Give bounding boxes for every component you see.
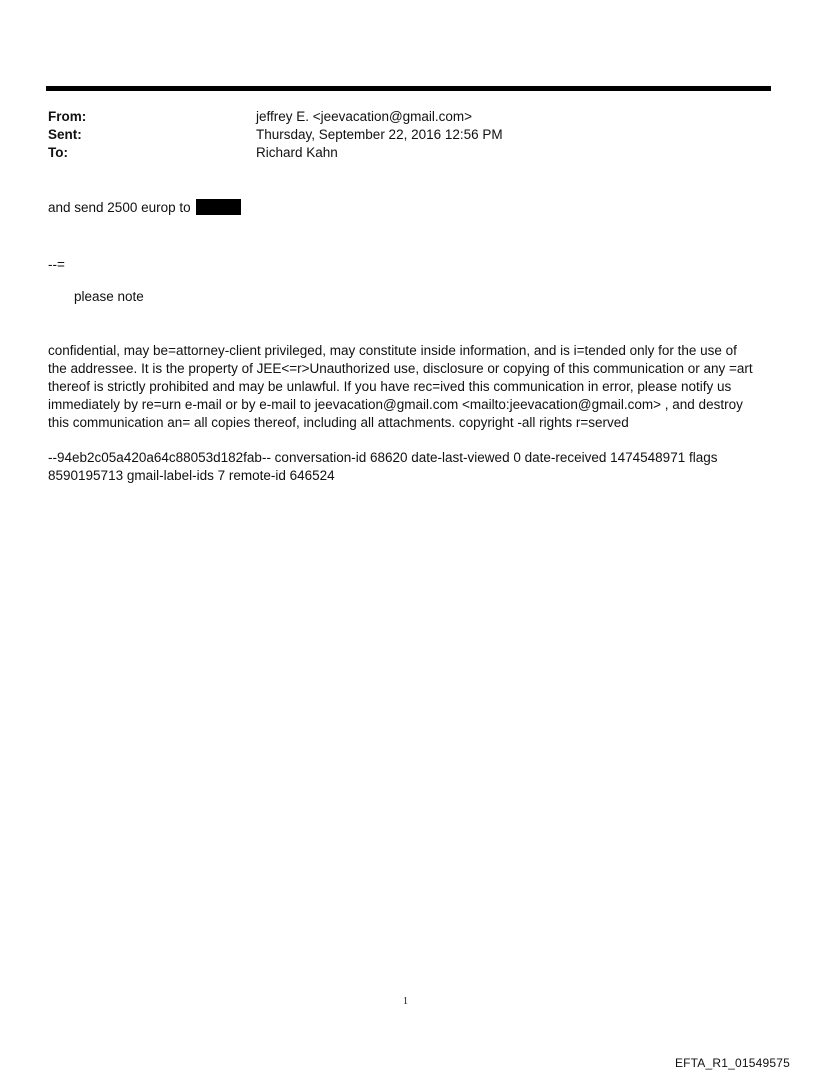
email-header <box>48 108 748 162</box>
document-id: EFTA_R1_01549575 <box>674 1056 790 1070</box>
metadata-paragraph <box>48 449 763 485</box>
sent-value: Thursday, September 22, 2016 12:56 PM <box>256 127 503 142</box>
message-line <box>48 199 241 217</box>
to-value: Richard Kahn <box>256 145 338 160</box>
sent-row <box>48 126 748 144</box>
from-row <box>48 108 748 126</box>
disclaimer-line: thereof is strictly prohibited and may be unlawful. If you have rec=ived this communication in error, please notify us <box>48 379 732 394</box>
disclaimer-line: this communication an= all copies thereof, including all attachments. copyright -all rights r=served <box>48 415 629 430</box>
redaction-box <box>196 199 241 215</box>
to-row <box>48 144 748 162</box>
disclaimer-paragraph <box>48 342 763 432</box>
from-label: From: <box>48 109 87 124</box>
disclaimer-line: confidential, may be=attorney-client privileged, may constitute inside information, and is i=tended only for the use of <box>48 343 737 358</box>
sent-label: Sent: <box>48 127 82 142</box>
message-text: and send 2500 europ to <box>48 200 191 215</box>
metadata-line: 8590195713 gmail-label-ids 7 remote-id 646524 <box>48 468 335 483</box>
metadata-line: --94eb2c05a420a64c88053d182fab-- conversation-id 68620 date-last-viewed 0 date-received 1474548971 flags <box>48 450 718 465</box>
to-label: To: <box>48 145 68 160</box>
signature-separator: --= <box>48 257 65 272</box>
please-note-text: please note <box>74 289 144 304</box>
from-value: jeffrey E. <jeevacation@gmail.com> <box>256 109 473 124</box>
disclaimer-line: the addressee. It is the property of JEE<=r>Unauthorized use, disclosure or copying of this communication or any =art <box>48 361 753 376</box>
page-number: 1 <box>403 996 408 1007</box>
disclaimer-line: immediately by re=urn e-mail or by e-mail to jeevacation@gmail.com <mailto:jeevacation@gmail.com> , and destroy <box>48 397 743 412</box>
header-divider-rule <box>46 86 771 91</box>
